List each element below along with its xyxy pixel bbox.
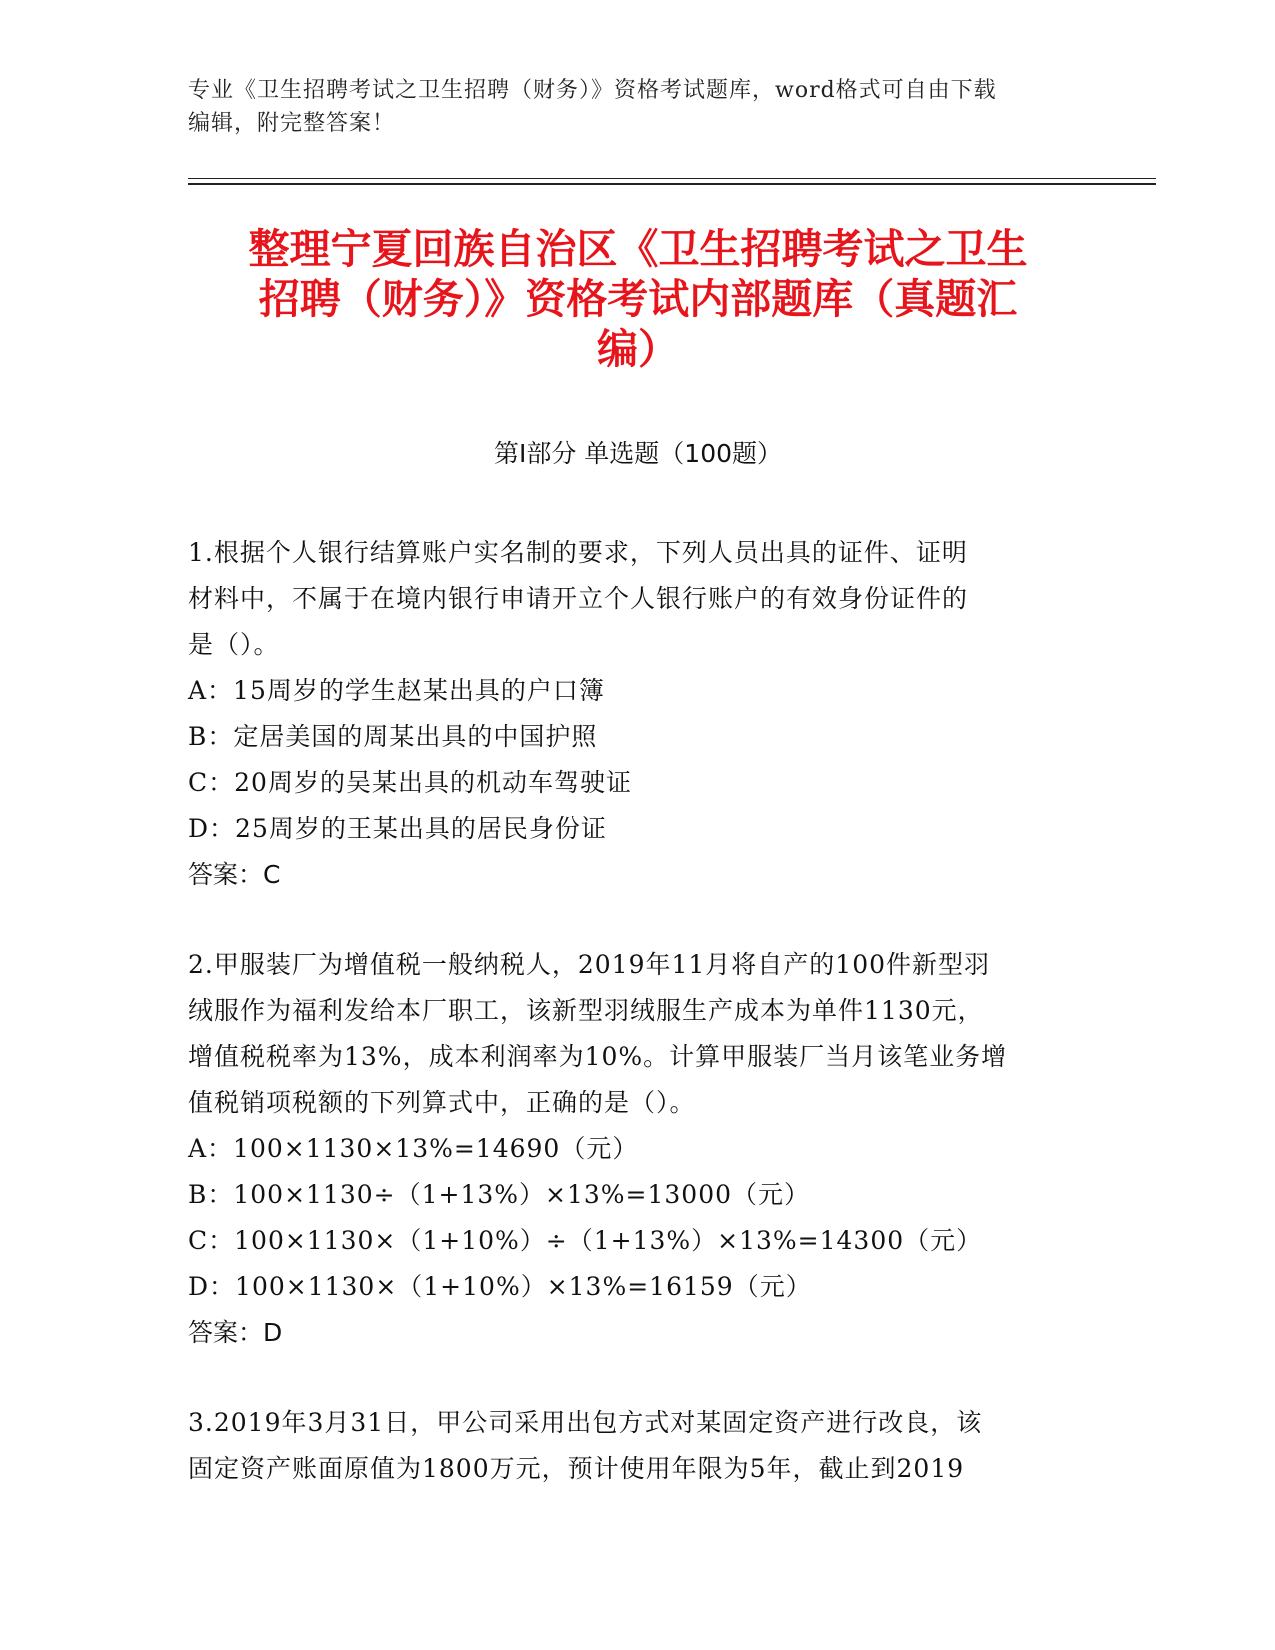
question-spacer — [188, 1356, 1088, 1400]
header-note-line: 专业《卫生招聘考试之卫生招聘（财务）》资格考试题库，word格式可自由下载 — [188, 78, 997, 103]
question-stem-line: 固定资产账面原值为1800万元，预计使用年限为5年，截止到2019 — [188, 1454, 965, 1483]
question-1 — [188, 530, 1088, 898]
question-stem-line: 是（）。 — [188, 630, 280, 659]
question-2 — [188, 942, 1088, 1356]
question-stem-line: 2.甲服装厂为增值税一般纳税人，2019年11月将自产的100件新型羽 — [188, 950, 991, 979]
title-line: 编） — [597, 325, 679, 373]
header-divider-thin — [188, 178, 1156, 179]
document-title — [188, 224, 1088, 374]
header-divider-thick — [188, 183, 1156, 185]
option-c: C：20周岁的吴某出具的机动车驾驶证 — [188, 768, 632, 797]
question-list — [188, 530, 1088, 1492]
question-3 — [188, 1400, 1088, 1492]
question-spacer — [188, 898, 1088, 942]
question-stem-line: 绒服作为福利发给本厂职工，该新型羽绒服生产成本为单件1130元， — [188, 996, 984, 1025]
section-heading: 第Ⅰ部分 单选题（100题） — [493, 439, 783, 468]
question-stem-line: 值税销项税额的下列算式中，正确的是（）。 — [188, 1088, 696, 1117]
answer: 答案：D — [188, 1318, 283, 1347]
option-d: D：100×1130×（1+10%）×13%=16159（元） — [188, 1272, 812, 1301]
option-b: B：100×1130÷（1+13%）×13%=13000（元） — [188, 1180, 811, 1209]
question-stem-line: 1.根据个人银行结算账户实名制的要求，下列人员出具的证件、证明 — [188, 538, 968, 567]
title-line: 整理宁夏回族自治区《卫生招聘考试之卫生 — [248, 225, 1028, 273]
header-note — [188, 74, 1088, 140]
option-b: B：定居美国的周某出具的中国护照 — [188, 722, 598, 751]
question-stem-line: 材料中，不属于在境内银行申请开立个人银行账户的有效身份证件的 — [188, 584, 969, 613]
title-line: 招聘（财务）》资格考试内部题库（真题汇 — [258, 275, 1018, 323]
question-stem-line: 增值税税率为13%，成本利润率为10%。计算甲服装厂当月该笔业务增 — [188, 1042, 1008, 1071]
option-a: A：15周岁的学生赵某出具的户口簿 — [188, 676, 605, 705]
answer: 答案：C — [188, 860, 281, 889]
option-a: A：100×1130×13%=14690（元） — [188, 1134, 639, 1163]
option-c: C：100×1130×（1+10%）÷（1+13%）×13%=14300（元） — [188, 1226, 983, 1255]
question-stem-line: 3.2019年3月31日，甲公司采用出包方式对某固定资产进行改良，该 — [188, 1408, 983, 1437]
option-d: D：25周岁的王某出具的居民身份证 — [188, 814, 607, 843]
header-note-line: 编辑，附完整答案！ — [188, 111, 396, 136]
